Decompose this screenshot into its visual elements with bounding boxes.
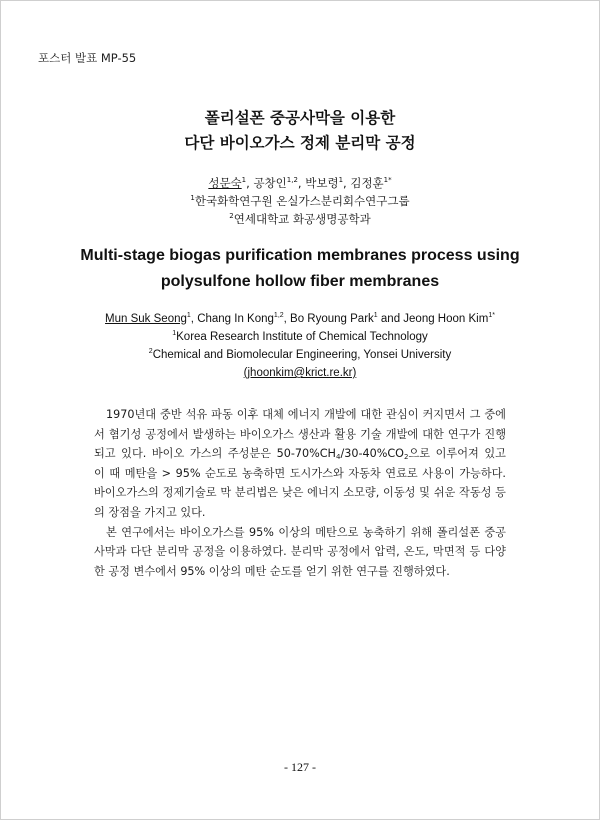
english-affiliation-2-text: Chemical and Biomolecular Engineering, Yonsei University xyxy=(152,349,452,361)
abstract-p1-text-b: /30-40%CO xyxy=(340,447,404,461)
korean-affiliation-1-text: 한국화학연구원 온실가스분리회수연구그룹 xyxy=(194,194,410,208)
korean-title-line-2: 다단 바이오가스 정제 분리막 공정 xyxy=(184,134,416,152)
abstract-p1-text-a: 1970년대 중반 석유 파동 이후 대체 에너지 개발에 대한 관심이 커지면서 그 중에서 혐기성 공정에서 발생하는 바이오가스 생산과 활용 기술 개발에 대한 연구가 진행되고 있다. 바이오 가스의 주성분은 50-70%CH xyxy=(94,408,506,461)
english-author-2-affil: 1,2 xyxy=(273,312,284,319)
korean-affiliation-1-mark: 1 xyxy=(190,194,195,202)
korean-author-1-affil: 1 xyxy=(241,176,247,184)
korean-affiliation-1 xyxy=(0,192,600,210)
author-separator: , xyxy=(283,313,291,325)
author-separator: , xyxy=(297,176,306,190)
english-author-3-affil: 1 xyxy=(373,312,378,319)
korean-author-3: 박보령 xyxy=(305,176,339,190)
contact-email xyxy=(0,364,600,382)
english-author-3: Bo Ryoung Park xyxy=(290,313,374,325)
abstract-body xyxy=(94,405,506,581)
english-author-presenter: Mun Suk Seong xyxy=(105,313,187,325)
author-separator: , xyxy=(246,176,254,190)
korean-author-4: 김정훈 xyxy=(350,176,384,190)
co2-subscript: 2 xyxy=(403,453,409,462)
contact-email-link[interactable]: (jhoonkim@krict.re.kr) xyxy=(243,367,357,379)
english-affiliation-2-mark: 2 xyxy=(148,348,153,355)
korean-affiliation-2-text: 연세대학교 화공생명공학과 xyxy=(233,212,371,226)
english-affiliation-1 xyxy=(0,328,600,346)
session-tag: 포스터 발표 MP-55 xyxy=(38,51,137,65)
ch4-subscript: 4 xyxy=(335,453,341,462)
korean-author-2: 공창인 xyxy=(253,176,287,190)
korean-author-3-affil: 1 xyxy=(338,176,344,184)
author-conjunction: and xyxy=(377,313,404,325)
korean-author-list xyxy=(0,174,600,192)
english-affiliation-2 xyxy=(0,346,600,364)
english-author-2: Chang In Kong xyxy=(197,313,274,325)
abstract-p1-text-c: 으로 이루어져 있고 이 때 메탄을 > 95% 순도로 농축하면 도시가스와 자동차 연료로 사용이 가능하다. 바이오가스의 정제기술로 막 분리법은 낮은 에너지 소모량, 이동성 및 쉬운 작동성 등의 장점을 가지고 있다. xyxy=(94,447,506,519)
author-separator: , xyxy=(190,313,198,325)
korean-author-4-affil: 1* xyxy=(383,176,392,184)
english-author-4-affil: 1* xyxy=(488,312,495,319)
korean-affiliation-2 xyxy=(0,210,600,228)
abstract-paragraph-2: 본 연구에서는 바이오가스를 95% 이상의 메탄으로 농축하기 위해 폴리설폰 중공사막과 다단 분리막 공정을 이용하였다. 분리막 공정에서 압력, 온도, 막면적 등 다양한 공정 변수에서 95% 이상의 메탄 순도를 얻기 위한 연구를 진행하였다. xyxy=(94,525,506,578)
english-author-1-affil: 1 xyxy=(186,312,191,319)
english-title-line-2: polysulfone hollow fiber membranes xyxy=(160,273,440,290)
abstract-paragraph-1 xyxy=(94,405,506,523)
english-author-4: Jeong Hoon Kim xyxy=(403,313,489,325)
english-affiliation-1-text: Korea Research Institute of Chemical Technology xyxy=(176,331,428,343)
english-affiliation-1-mark: 1 xyxy=(172,330,177,337)
korean-author-presenter: 성문숙 xyxy=(208,176,242,190)
page-number: - 127 - xyxy=(284,760,316,774)
english-author-list xyxy=(0,310,600,328)
author-separator: , xyxy=(343,176,351,190)
english-title-line-1: Multi-stage biogas purification membranes process using xyxy=(80,247,520,264)
korean-title-line-1: 폴리설폰 중공사막을 이용한 xyxy=(204,109,396,127)
korean-author-2-affil: 1,2 xyxy=(286,176,298,184)
korean-affiliation-2-mark: 2 xyxy=(229,212,234,220)
